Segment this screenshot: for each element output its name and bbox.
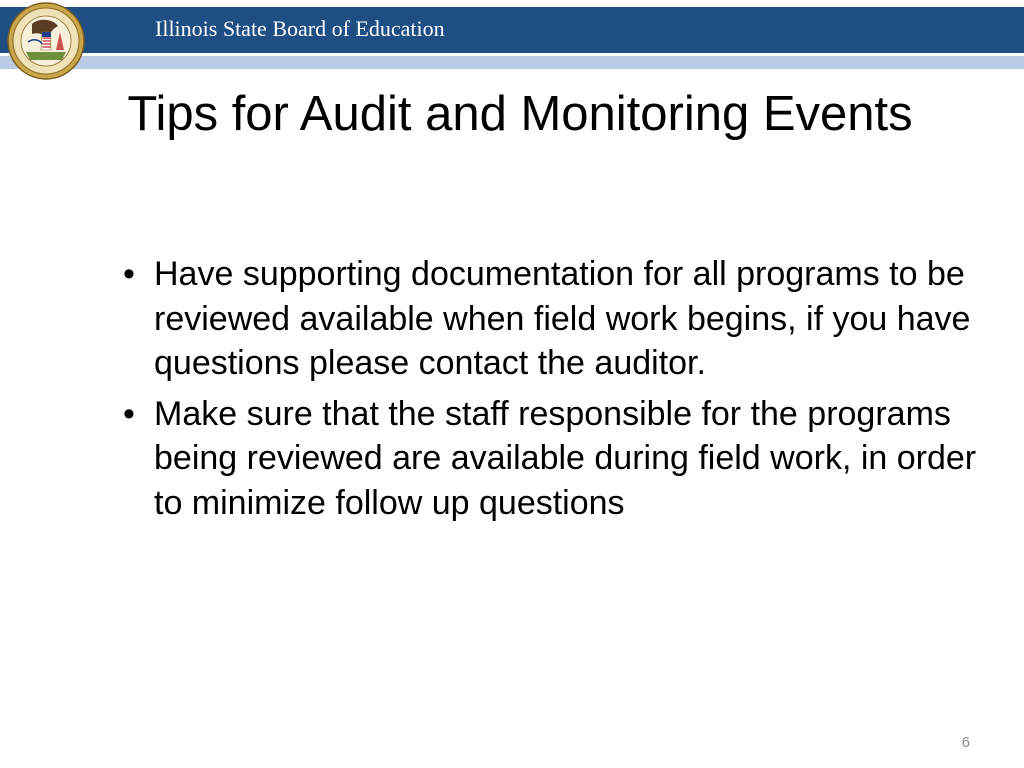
- bullet-marker: •: [123, 394, 135, 433]
- bullet-marker: •: [123, 255, 135, 293]
- header-title: Illinois State Board of Education: [155, 16, 445, 41]
- header-bar: [0, 7, 1024, 53]
- bullet-text: Have supporting documentation for all programs to be reviewed available when field work begins, if you have questions please contact the auditor.: [154, 255, 971, 382]
- bullet-list: [120, 252, 980, 531]
- bullet-item: [120, 392, 980, 526]
- slide-title: Tips for Audit and Monitoring Events: [127, 87, 913, 141]
- bullet-item: [120, 252, 980, 386]
- header-stripe: [0, 56, 1024, 69]
- illinois-state-seal-icon: [6, 2, 86, 80]
- bullet-text: Make sure that the staff responsible for the programs being reviewed are available during field work, in order to minimize follow up questions: [154, 394, 977, 522]
- page-number: 6: [961, 734, 970, 751]
